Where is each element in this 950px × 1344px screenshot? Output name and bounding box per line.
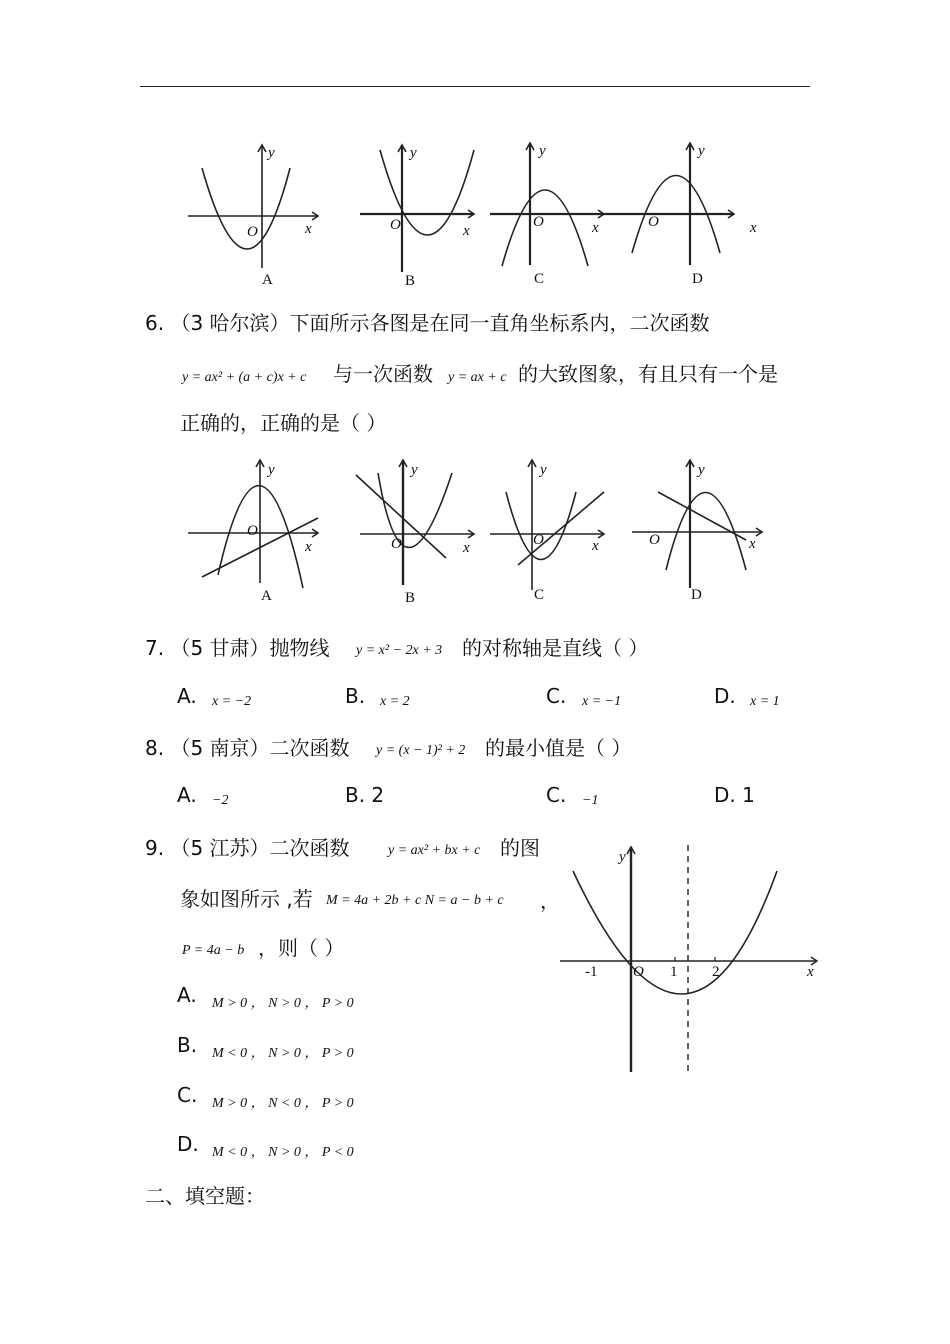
q9-option-d-label[interactable]: D. [177,1132,199,1156]
q9-stem-post: 的图 [500,836,540,860]
svg-text:O: O [649,532,660,548]
q5-a-caption: A [262,272,273,288]
q9-option-b-value: M < 0 ， N > 0 ， P > 0 [212,1046,354,1061]
q9-p-formula: P = 4a − b [182,943,245,958]
q6-a-caption: A [261,588,272,604]
q9-option-b-label[interactable]: B. [177,1033,198,1057]
q8-stem-post: 的最小值是（ ） [485,736,632,760]
q9-mn-formula: M = 4a + 2b + c N = a − b + c [326,893,504,908]
q6-quadratic-formula: y = ax² + (a + c)x + c [182,370,307,385]
svg-text:O: O [533,532,544,548]
q5-graphs [0,0,950,300]
q9-option-a-value: M > 0 ， N > 0 ， P > 0 [212,996,354,1011]
svg-text:y: y [539,143,546,159]
svg-text:x: x [592,538,599,554]
q5-d-caption: D [692,271,703,287]
q8-stem-pre: 8. （5 南京）二次函数 [145,736,350,760]
q6-text-tail: 的大致图象，有且只有一个是 [518,362,778,386]
q7-stem-pre: 7. （5 甘肃）抛物线 [145,636,330,660]
q5-a-y-label: y [268,145,275,161]
q9-option-c-value: M > 0 ， N < 0 ， P > 0 [212,1096,354,1111]
q9-formula: y = ax² + bx + c [388,843,481,858]
q7-option-d-value: x = 1 [750,694,780,709]
q9-graph-tick-2: 2 [712,964,720,980]
q6-stem-end: 正确的，正确的是（ ） [180,411,387,435]
q7-option-b-label[interactable]: B. [345,684,366,708]
q9-graph-origin: O [633,964,644,980]
q9-stem-pre: 9. （5 江苏）二次函数 [145,836,350,860]
q5-a-x-label: x [305,221,312,237]
svg-text:y: y [411,462,418,478]
q9-line2-text: 象如图所示 ,若 [180,887,313,911]
q7-option-b-value: x = 2 [380,694,410,709]
svg-text:y: y [410,145,417,161]
q9-option-a-label[interactable]: A. [177,983,197,1007]
q9-option-d-value: M < 0 ， N > 0 ， P < 0 [212,1145,354,1160]
svg-text:x: x [592,220,599,236]
q9-graph-tick-neg1: -1 [585,964,598,980]
svg-text:O: O [390,217,401,233]
section-fill-in-blank-heading: 二、填空题： [145,1184,265,1208]
q5-a-origin: O [247,224,258,240]
q9-graph-x-label: x [807,964,814,980]
svg-text:x: x [463,223,470,239]
svg-text:y: y [540,462,547,478]
svg-text:O: O [391,536,402,552]
q5-c-caption: C [534,271,545,287]
q7-option-a-value: x = −2 [212,694,252,709]
svg-text:x: x [750,220,757,236]
q7-option-d-label[interactable]: D. [714,684,736,708]
svg-text:x: x [305,539,312,555]
q6-graphs [0,440,950,640]
q9-line2-comma: ， [540,889,560,913]
q9-option-c-label[interactable]: C. [177,1083,198,1107]
svg-text:y: y [698,462,705,478]
q7-option-c-value: x = −1 [582,694,622,709]
q8-option-b[interactable]: B. 2 [345,783,385,807]
q7-option-c-label[interactable]: C. [546,684,567,708]
svg-text:O: O [533,214,544,230]
q8-option-c-value: −1 [582,793,599,808]
q9-line3-text: ，则（ ） [258,936,345,960]
q7-option-a-label[interactable]: A. [177,684,197,708]
q6-stem: 6. （3 哈尔滨）下面所示各图是在同一直角坐标系内，二次函数 [145,311,710,335]
q6-c-caption: C [534,587,545,603]
q9-graph-tick-1: 1 [670,964,678,980]
q8-option-a-label[interactable]: A. [177,783,197,807]
svg-text:O: O [247,523,258,539]
svg-text:x: x [749,536,756,552]
q6-b-caption: B [405,590,416,606]
q9-graph [555,835,835,1085]
q6-text-mid: 与一次函数 [333,362,433,386]
q8-option-a-value: −2 [212,793,229,808]
q9-graph-y-label: y [619,849,626,865]
q8-option-d[interactable]: D. 1 [714,783,755,807]
q6-linear-formula: y = ax + c [448,370,507,385]
svg-text:x: x [463,540,470,556]
svg-text:y: y [698,143,705,159]
q7-formula: y = x² − 2x + 3 [356,643,443,658]
svg-text:O: O [648,214,659,230]
q5-b-caption: B [405,273,416,289]
q8-option-c-label[interactable]: C. [546,783,567,807]
q7-stem-post: 的对称轴是直线（ ） [462,636,649,660]
q6-d-caption: D [691,587,702,603]
q8-formula: y = (x − 1)² + 2 [376,743,466,758]
svg-text:y: y [268,462,275,478]
